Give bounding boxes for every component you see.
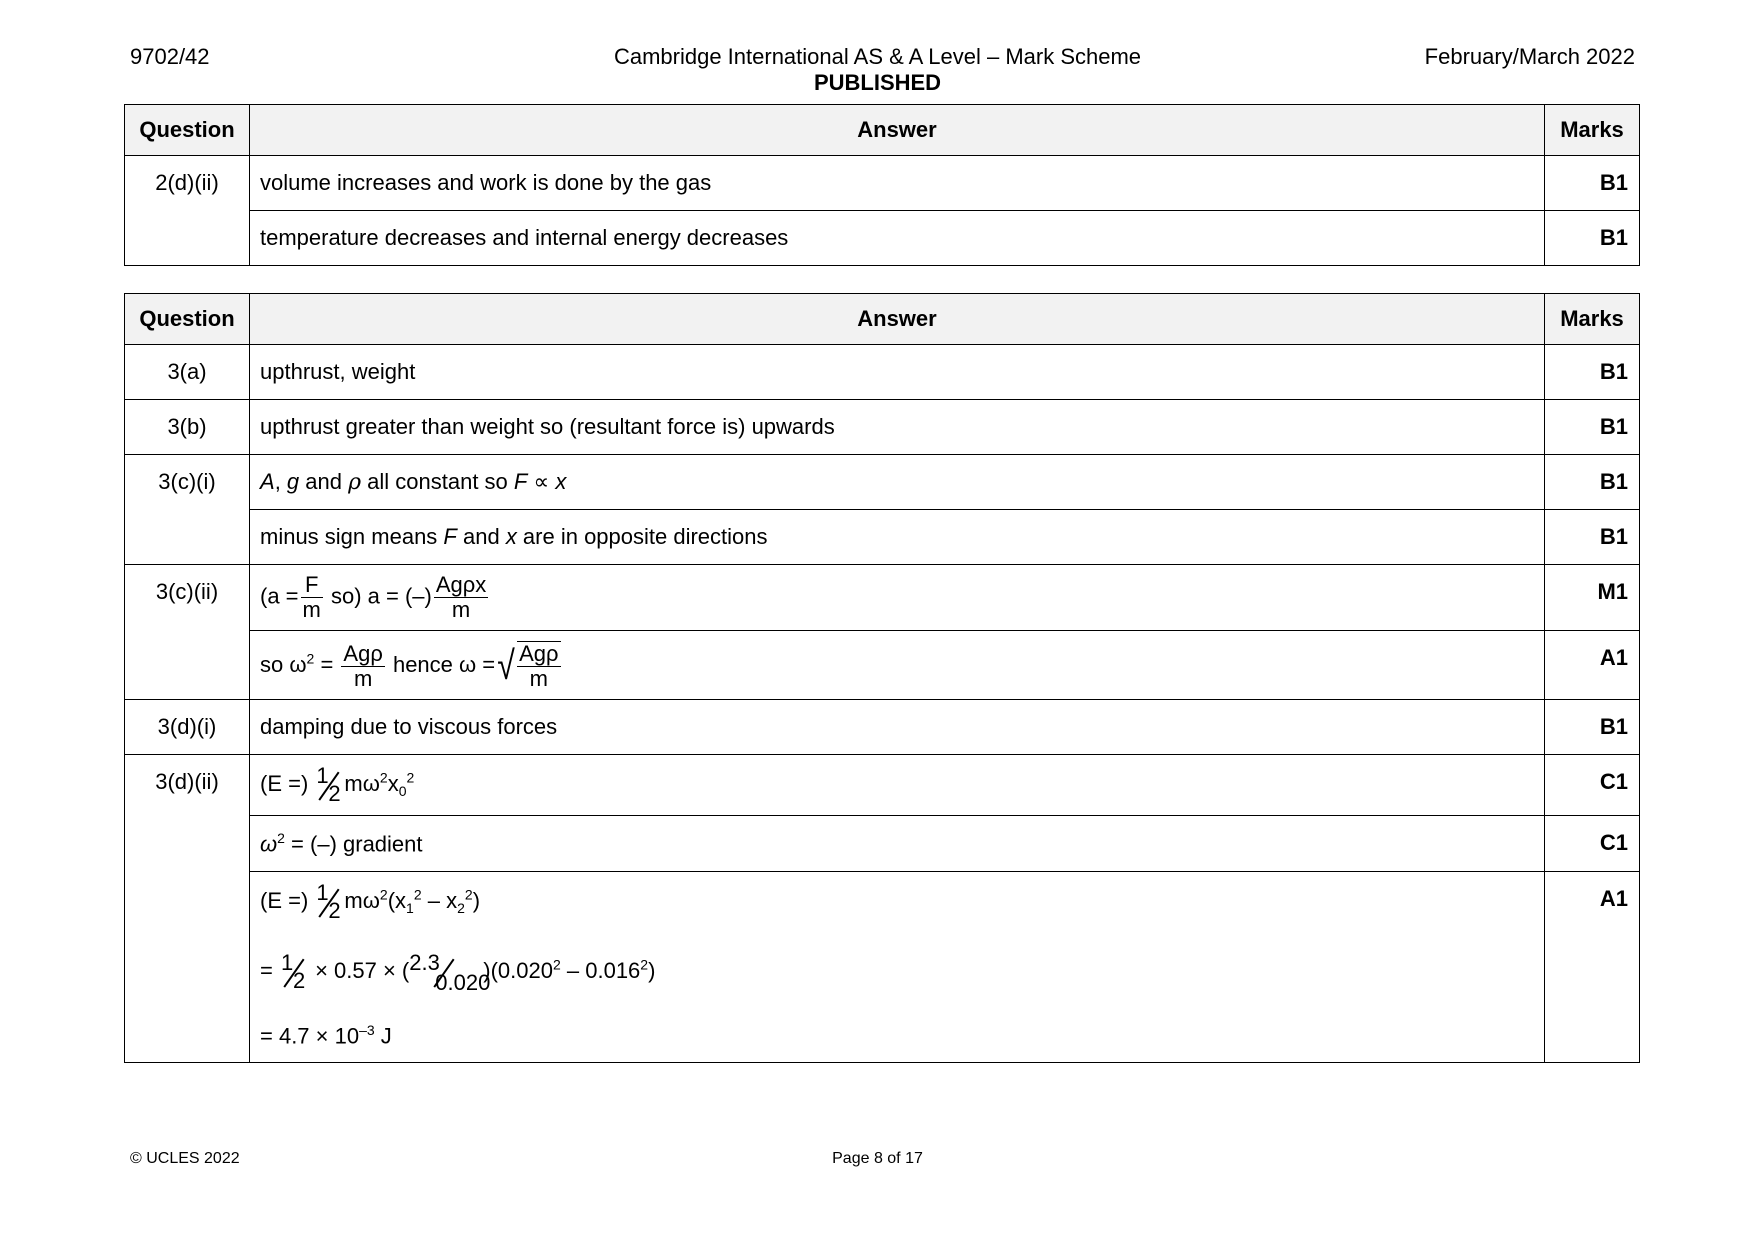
- mark-cell: B1: [1545, 700, 1640, 755]
- mark-cell: C1: [1545, 816, 1640, 872]
- table-row: [125, 400, 1640, 455]
- table-row: [125, 565, 1640, 631]
- answer-cell: so $\omega^2$ = $\frac{\text{Agρ}}{m}$ hence ω =√ $\frac{\text{Agρ}}{m}$: [250, 631, 1545, 700]
- slash-fraction: 2.3 0.020: [409, 950, 491, 996]
- question-label: 2(d)(ii): [125, 156, 250, 266]
- fraction: $\frac{\text{Agρ}}{m}$: [343, 640, 383, 691]
- question-label: 3(c)(i): [125, 455, 250, 565]
- mark-cell: A1: [1545, 631, 1640, 700]
- answer-cell: (a = $\frac{F}{m}$ so) a = (–) $\frac{\text{Agρx}}{m}$: [250, 565, 1545, 631]
- table-row: [125, 755, 1640, 816]
- question-label: 3(b): [125, 400, 250, 455]
- table-row: [125, 816, 1640, 872]
- answer-cell: upthrust greater than weight so (resultant force is) upwards: [250, 400, 1545, 455]
- answer-cell: temperature decreases and internal energy decreases: [250, 211, 1545, 266]
- mark-cell: B1: [1545, 400, 1640, 455]
- answer-cell: minus sign means F and x are in opposite directions: [250, 510, 1545, 565]
- table-row: [125, 211, 1640, 266]
- published-label: PUBLISHED: [813, 70, 942, 95]
- mark-scheme-table-q3: [124, 293, 1640, 1063]
- question-label: 3(a): [125, 345, 250, 400]
- paper-code: 9702/42: [130, 44, 210, 69]
- exam-session: February/March 2022: [1424, 44, 1635, 69]
- answer-cell: upthrust, weight: [250, 345, 1545, 400]
- copyright: © UCLES 2022: [130, 1150, 240, 1167]
- answer-cell: volume increases and work is done by the gas: [250, 156, 1545, 211]
- table-row: [125, 700, 1640, 755]
- half-fraction: 1 2: [316, 880, 341, 924]
- answer-cell: (E =) 1 2 $m\omega^2x_0^2$: [250, 755, 1545, 816]
- header-marks: Marks: [1545, 294, 1640, 345]
- question-label: 3(d)(i): [125, 700, 250, 755]
- table-row: [125, 345, 1640, 400]
- answer-cell: (E =) 1 2 $m\omega^2(x_1^2 - x_2^2)$ = 1 2 × 0.57 × ( 2.3 0.020 )$(0.020^2 - 0.016^2)$ = $4.7 \times 10^{-3}$ J: [250, 872, 1545, 1062]
- half-fraction: 1 2: [316, 763, 341, 806]
- fraction: $\frac{F}{m}$: [302, 572, 321, 622]
- header-answer: Answer: [250, 294, 1545, 345]
- mark-scheme-table-q2: [124, 104, 1640, 266]
- answer-cell: A, g and ρ all constant so F ∝ x: [250, 455, 1545, 510]
- header-marks: Marks: [1545, 105, 1640, 156]
- table-header-row: [125, 105, 1640, 156]
- answer-cell: damping due to viscous forces: [250, 700, 1545, 755]
- table-row: [125, 455, 1640, 510]
- question-label: 3(c)(ii): [125, 565, 250, 700]
- header-question: Question: [125, 294, 250, 345]
- table-row: [125, 631, 1640, 700]
- mark-cell: M1: [1545, 565, 1640, 631]
- table-row: [125, 872, 1640, 1062]
- header-answer: Answer: [250, 105, 1545, 156]
- answer-cell: $\omega^2$ = (–) gradient: [250, 816, 1545, 872]
- mark-cell: B1: [1545, 156, 1640, 211]
- fraction: $\frac{\text{Agρx}}{m}$: [435, 572, 487, 622]
- mark-cell: B1: [1545, 510, 1640, 565]
- square-root: √ $\frac{\text{Agρ}}{m}$: [497, 641, 559, 691]
- mark-cell: B1: [1545, 345, 1640, 400]
- mark-cell: C1: [1545, 755, 1640, 816]
- mark-cell: B1: [1545, 211, 1640, 266]
- header-question: Question: [125, 105, 250, 156]
- title-text: Cambridge International AS & A Level – Mark Scheme: [613, 44, 1142, 69]
- mark-cell: B1: [1545, 455, 1640, 510]
- table-row: [125, 510, 1640, 565]
- table-row: [125, 156, 1640, 211]
- half-fraction: 1 2: [280, 950, 306, 994]
- page-number: Page 8 of 17: [832, 1150, 923, 1167]
- mark-cell: A1: [1545, 872, 1640, 1062]
- question-label: 3(d)(ii): [125, 755, 250, 1063]
- table-header-row: [125, 294, 1640, 345]
